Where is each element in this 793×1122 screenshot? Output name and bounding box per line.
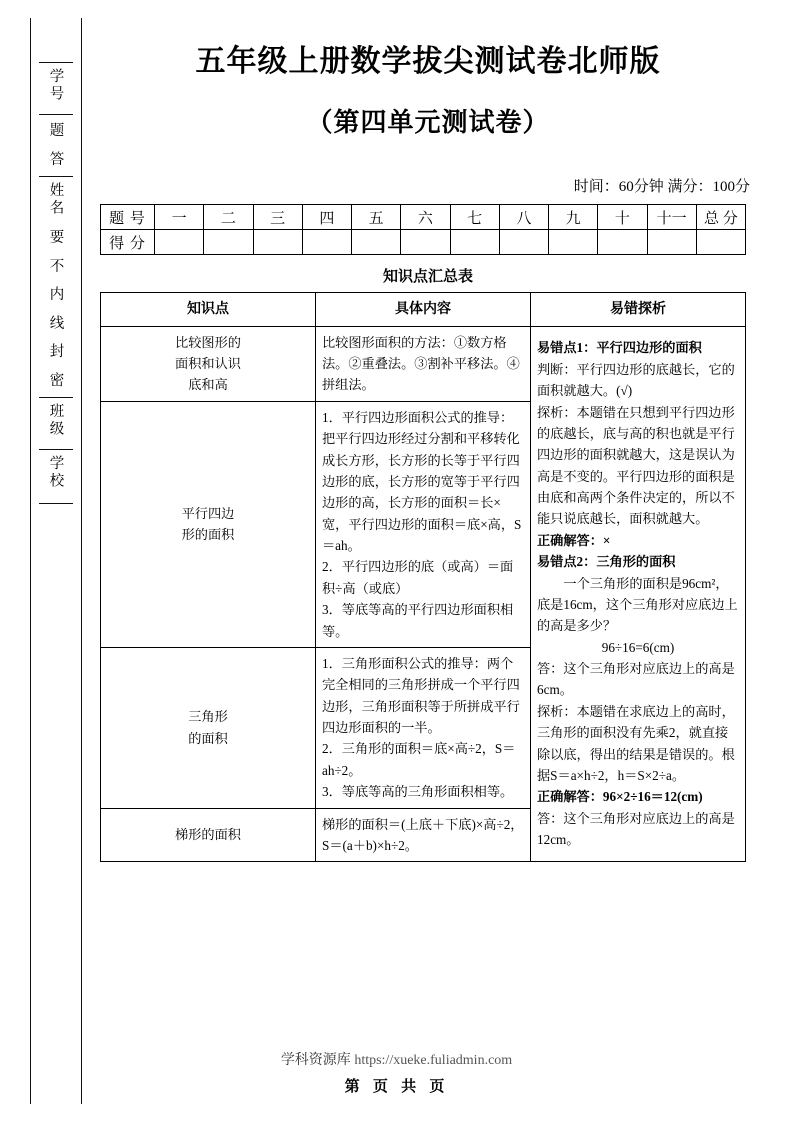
score-table-value-row	[101, 230, 746, 255]
score-col-11: 十一	[647, 205, 696, 230]
score-col-6: 六	[401, 205, 450, 230]
score-cell-10[interactable]	[598, 230, 647, 255]
seal-char-bu: 不	[47, 257, 64, 272]
content-item-3: 3．等底等高的平行四边形面积相等。	[322, 602, 514, 639]
seal-label-school: 学校	[47, 455, 64, 490]
score-col-5: 五	[352, 205, 401, 230]
header-error-analysis: 易错探析	[531, 293, 746, 327]
score-col-2: 二	[204, 205, 253, 230]
score-cell-6[interactable]	[401, 230, 450, 255]
table-row	[101, 326, 746, 401]
analysis-correct-answer-2: 正确解答：96×2÷16＝12(cm)	[537, 789, 703, 805]
seal-char-ti: 题	[47, 122, 64, 137]
point-line-2: 面积和认识	[175, 356, 241, 372]
seal-label-name: 姓名	[47, 182, 64, 217]
header-knowledge-point: 知识点	[101, 293, 316, 327]
seal-char-xian: 线	[47, 314, 64, 329]
analysis-explain-1: 探析：本题错在只想到平行四边形的底越长，底与高的积也就是平行四边形的面积就越大，这是误认为高是不变的。平行四边形的面积是由底和高两个条件决定的，所以不能只说底越长，面积就越大。	[537, 404, 735, 527]
score-cell-total[interactable]	[696, 230, 745, 255]
point-line-1: 平行四边	[181, 505, 235, 521]
seal-char-feng: 封	[47, 343, 64, 358]
score-cell-1[interactable]	[155, 230, 204, 255]
point-line-3: 底和高	[188, 377, 228, 393]
sealing-line-column	[30, 18, 82, 1104]
seal-label-student-id: 学号	[47, 68, 64, 103]
page-title: 五年级上册数学拔尖测试卷北师版	[195, 44, 661, 79]
page-subtitle: （第四单元测试卷）	[306, 108, 550, 138]
cell-content-triangle	[316, 647, 531, 808]
analysis-explain-2: 探析：本题错在求底边上的高时，三角形的面积没有先乘2，就直接除以底，得出的结果是错误的。根据S＝a×h÷2，h＝S×2÷a。	[537, 703, 735, 783]
score-cell-8[interactable]	[499, 230, 548, 255]
page-number: 第 页 共 页	[344, 1077, 449, 1095]
score-row-label-question: 题 号	[101, 205, 155, 230]
score-col-9: 九	[549, 205, 598, 230]
score-table	[100, 204, 746, 255]
point-line-1: 比较图形的	[175, 334, 241, 350]
score-cell-5[interactable]	[352, 230, 401, 255]
analysis-calc-2: 96÷16=6(cm)	[601, 639, 675, 655]
watermark-url: https://xueke.fuliadmin.com	[354, 1053, 513, 1068]
seal-char-nei: 内	[47, 286, 64, 301]
score-col-7: 七	[450, 205, 499, 230]
header-specific-content: 具体内容	[316, 293, 531, 327]
score-table-header-row	[101, 205, 746, 230]
cell-point-parallelogram	[101, 401, 316, 647]
analysis-errpoint-2-title: 易错点2：三角形的面积	[537, 554, 676, 570]
cell-point-triangle	[101, 647, 316, 808]
main-content	[92, 22, 764, 862]
score-cell-11[interactable]	[647, 230, 696, 255]
point-line-1: 三角形	[188, 709, 228, 725]
cell-point-trapezoid: 梯形的面积	[101, 808, 316, 862]
seal-char-da: 答	[47, 150, 64, 165]
analysis-final-answer: 答：这个三角形对应底边上的高是12cm。	[537, 810, 735, 848]
content-item-2: 2．平行四边形的底（或高）＝面积÷高（或底）	[322, 559, 514, 596]
score-cell-3[interactable]	[253, 230, 302, 255]
content-item-3: 3．等底等高的三角形面积相等。	[322, 784, 514, 800]
content-item-1: 1．平行四边形面积公式的推导：把平行四边形经过分割和平移转化成长方形，长方形的长等于平行四边形的底，长方形的宽等于平行四边形的高，长方形的面积＝长×宽，平行四边形的面积＝底×高，S＝ah。	[322, 409, 522, 554]
seal-label-class: 班级	[47, 403, 64, 438]
analysis-judge: 判断：平行四边形的底越长，它的面积就越大。(√)	[537, 361, 735, 399]
cell-point-compare-area	[101, 326, 316, 401]
seal-char-mi: 密	[47, 371, 64, 386]
content-item-2: 2．三角形的面积＝底×高÷2，S＝ah÷2。	[322, 741, 516, 778]
cell-content-compare-area: 比较图形面积的方法：①数方格法。②重叠法。③割补平移法。④拼组法。	[316, 326, 531, 401]
content-item-1: 1．三角形面积公式的推导：两个完全相同的三角形拼成一个平行四边形，三角形面积等于所拼成平行四边形面积的一半。	[322, 655, 520, 736]
watermark	[0, 1049, 793, 1069]
score-col-3: 三	[253, 205, 302, 230]
watermark-label: 学科资源库	[280, 1053, 351, 1068]
score-col-8: 八	[499, 205, 548, 230]
analysis-problem-2: 一个三角形的面积是96cm²，底是16cm，这个三角形对应底边上的高是多少？	[537, 575, 738, 634]
score-cell-7[interactable]	[450, 230, 499, 255]
cell-content-parallelogram	[316, 401, 531, 647]
cell-content-trapezoid: 梯形的面积＝(上底＋下底)×高÷2，S＝(a＋b)×h÷2。	[316, 808, 531, 862]
analysis-correct-answer-1: 正确解答：×	[537, 532, 611, 548]
score-cell-4[interactable]	[302, 230, 351, 255]
analysis-answer-2: 答：这个三角形对应底边上的高是6cm。	[537, 661, 735, 698]
knowledge-summary-table	[100, 292, 746, 862]
score-col-total: 总 分	[696, 205, 745, 230]
cell-error-analysis	[531, 326, 746, 862]
score-cell-2[interactable]	[204, 230, 253, 255]
exam-meta-info: 时间：60分钟 满分：100分	[573, 179, 750, 195]
page-footer	[0, 1049, 793, 1096]
score-col-10: 十	[598, 205, 647, 230]
point-line-2: 形的面积	[181, 527, 235, 543]
knowledge-header-row	[101, 293, 746, 327]
score-col-1: 一	[155, 205, 204, 230]
score-col-4: 四	[302, 205, 351, 230]
knowledge-table-caption: 知识点汇总表	[382, 267, 473, 285]
score-cell-9[interactable]	[549, 230, 598, 255]
point-line-2: 的面积	[188, 730, 228, 746]
analysis-errpoint-1-title: 易错点1：平行四边形的面积	[537, 340, 702, 356]
seal-char-yao: 要	[47, 229, 64, 244]
score-row-label-points: 得 分	[101, 230, 155, 255]
